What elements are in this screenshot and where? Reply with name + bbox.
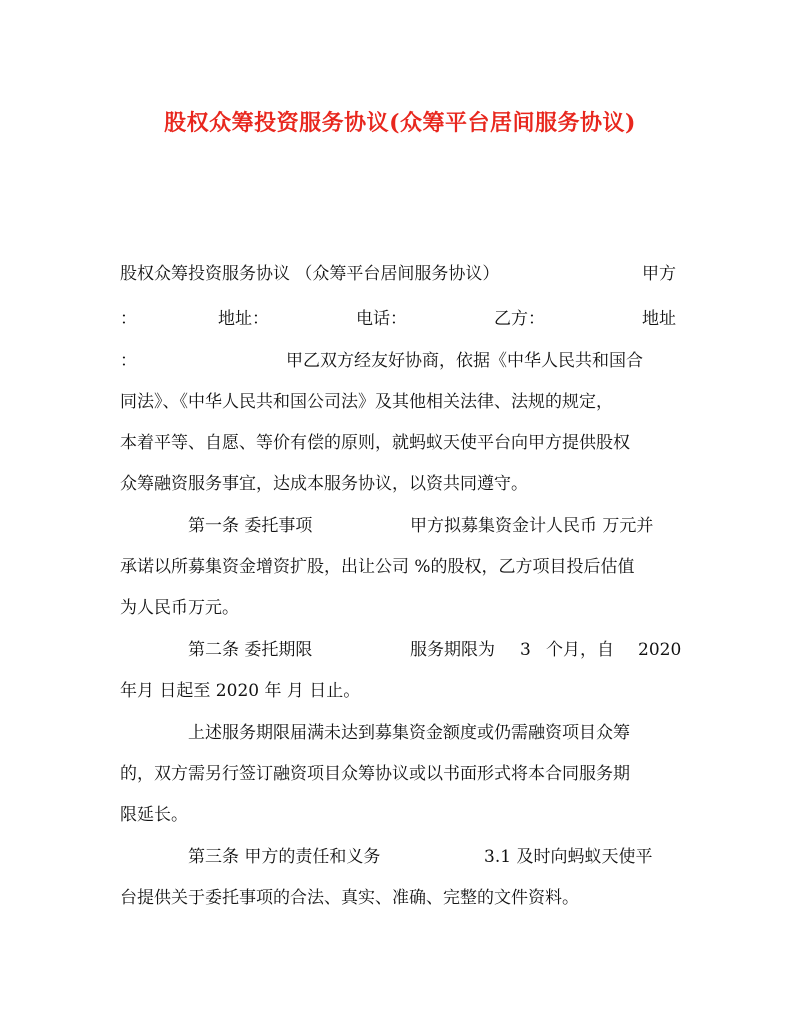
article-3-heading: 第三条 甲方的责任和义务 — [188, 847, 381, 867]
intro-line: 众筹融资服务事宜，达成本服务协议，以资共同遵守。 — [120, 474, 528, 494]
intro-line: 甲乙双方经友好协商，依据《中华人民共和国合 — [286, 351, 643, 371]
phone-label: 电话： — [356, 309, 407, 329]
party-a-address-label: 地址： — [218, 309, 269, 329]
party-b-colon: ： — [120, 351, 137, 371]
party-b-label: 乙方： — [494, 309, 545, 329]
article-2-term-year: 2020 — [638, 640, 682, 660]
article-2-line: 年月 日起至 2020 年 月 日止。 — [120, 681, 361, 701]
article-2-term-unit: 个月，自 — [546, 640, 614, 660]
article-1-line: 甲方拟募集资金计人民币 万元并 — [410, 516, 654, 536]
party-b-address-label: 地址 — [642, 309, 676, 329]
intro-line: 本着平等、自愿、等价有偿的原则，就蚂蚁天使平台向甲方提供股权 — [120, 433, 630, 453]
party-a-colon: ： — [120, 309, 137, 329]
article-2-term-months: 3 — [520, 640, 531, 660]
document-title: 股权众筹投资服务协议(众筹平台居间服务协议) — [164, 110, 636, 136]
document-subtitle: 股权众筹投资服务协议 （众筹平台居间服务协议） — [120, 264, 500, 284]
article-2-term-label: 服务期限为 — [410, 640, 495, 660]
article-2-note-line: 限延长。 — [120, 805, 188, 825]
article-1-line: 为人民币万元。 — [120, 598, 239, 618]
article-2-note-line: 上述服务期限届满未达到募集资金额度或仍需融资项目众筹 — [188, 723, 630, 743]
article-2-heading: 第二条 委托期限 — [188, 640, 313, 660]
article-3-clause: 3.1 及时向蚂蚁天使平 — [484, 847, 653, 867]
article-1-heading: 第一条 委托事项 — [188, 516, 313, 536]
article-2-note-line: 的，双方需另行签订融资项目众筹协议或以书面形式将本合同服务期 — [120, 764, 630, 784]
article-1-line: 承诺以所募集资金增资扩股，出让公司 %的股权，乙方项目投后估值 — [120, 557, 635, 577]
article-3-line: 台提供关于委托事项的合法、真实、准确、完整的文件资料。 — [120, 888, 579, 908]
intro-line: 同法》、《中华人民共和国公司法》及其他相关法律、法规的规定， — [120, 392, 613, 412]
party-a-label: 甲方 — [642, 264, 676, 284]
